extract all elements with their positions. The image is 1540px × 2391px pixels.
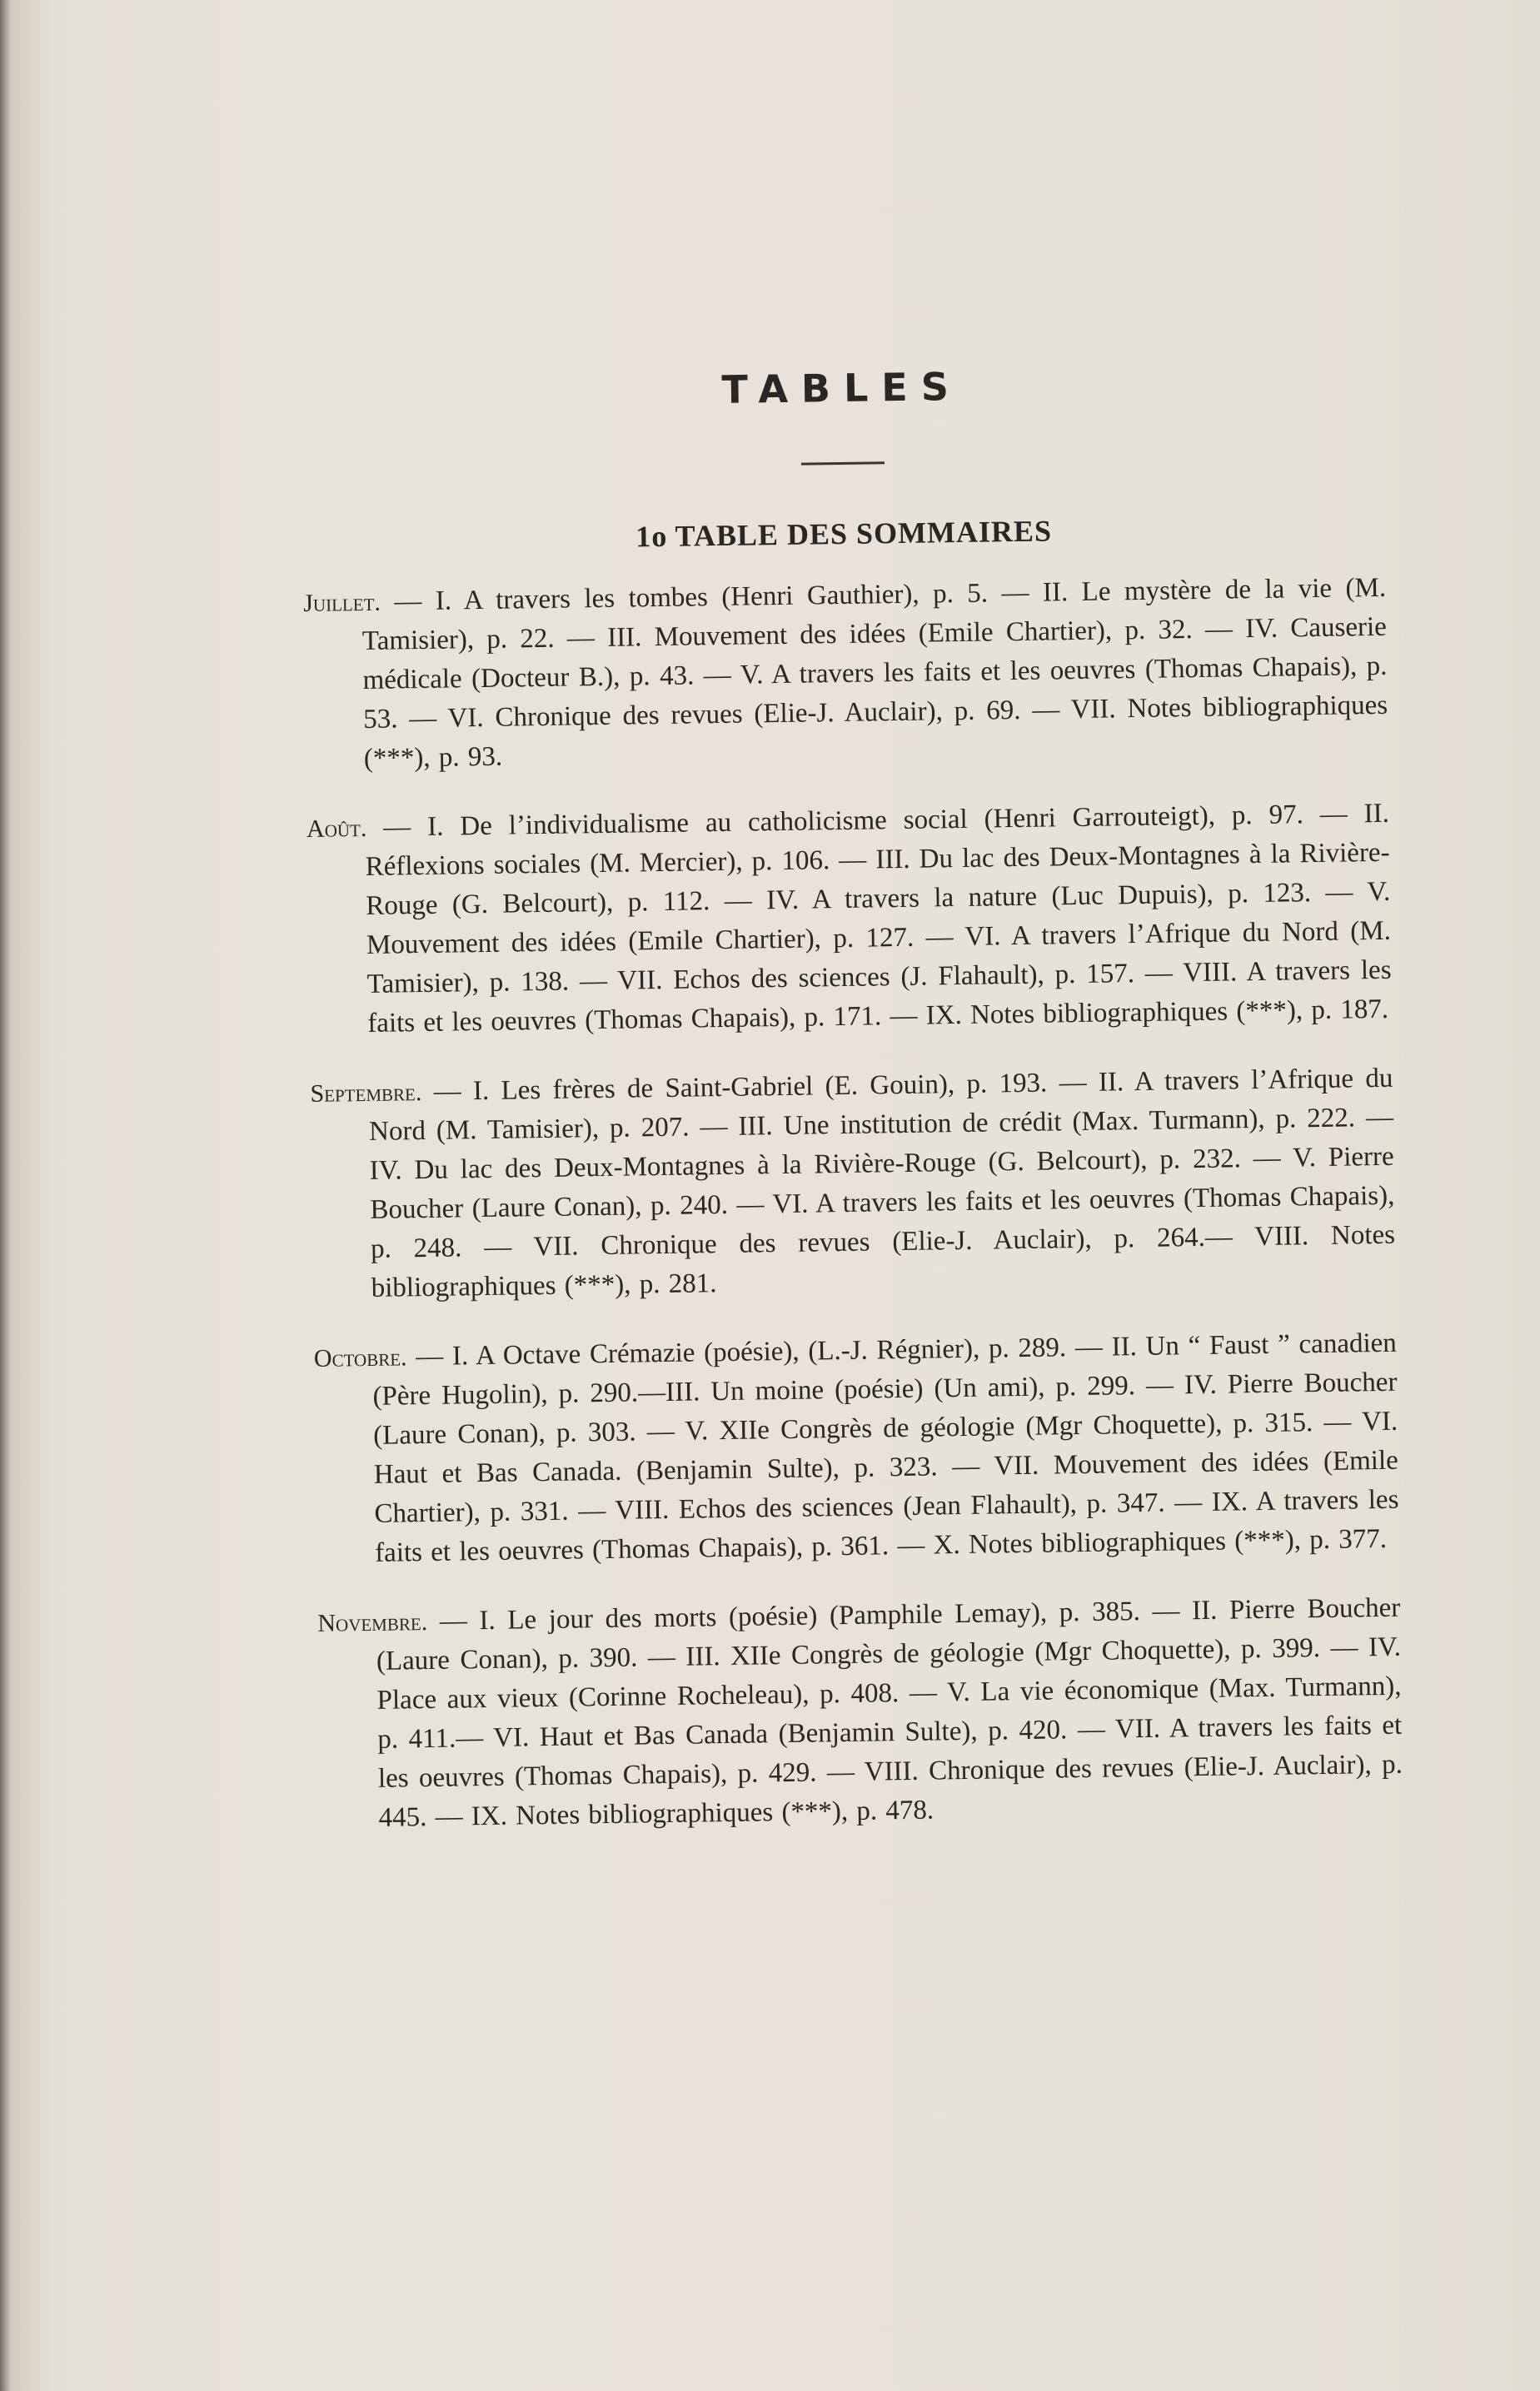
entry-text: — I. A Octave Crémazie (poésie), (L.-J. Régnier), p. 289. — II. Un “ Faust ” canadien (Père Hugolin), p. 290.—III. Un moine (poésie) (Un ami), p. 299. — IV. Pierre Boucher (Laure Conan), p. 303. — V. XIIe Congrès de géologie (Mgr Choquette), p. 315. — VI. Haut et Bas Canada. (Benjamin Sulte), p. 323. — VII. Mouvement des idées (Emile Chartier), p. 331. — VIII. Echos des sciences (Jean Flahault), p. 347. — IX. A travers les faits et les oeuvres (Thomas Chapais), p. 361. — X. Notes bibliographiques (***), p. 377. (372, 1328, 1399, 1568)
entry-text: — I. A travers les tombes (Henri Gauthier), p. 5. — II. Le mystère de la vie (M. Tamisier), p. 22. — III. Mouvement des idées (Emile Chartier), p. 32. — IV. Causerie médicale (Docteur B.), p. 43. — V. A travers les faits et les oeuvres (Thomas Chapais), p. 53. — VI. Chronique des revues (Elie-J. Auclair), p. 69. — VII. Notes bibliographiques (***), p. 93. (361, 572, 1388, 774)
entries-list (303, 569, 1403, 1839)
month-label: Août. (306, 814, 367, 843)
entry-juillet (303, 569, 1388, 780)
page-content (300, 335, 1403, 1866)
entry-text: — I. De l’individualisme au catholicisme social (Henri Garrouteigt), p. 97. — II. Réflexions sociales (M. Mercier), p. 106. — III. Du lac des Deux-Montagnes à la Rivière-Rouge (G. Belcourt), p. 112. — IV. A travers la nature (Luc Dupuis), p. 123. — V. Mouvement des idées (Emile Chartier), p. 127. — VI. A travers l’Afrique du Nord (M. Tamisier), p. 138. — VII. Echos des sciences (J. Flahault), p. 157. — VIII. A travers les faits et les oeuvres (Thomas Chapais), p. 171. — IX. Notes bibliographiques (***), p. 187. (365, 798, 1392, 1039)
month-label: Octobre. (313, 1343, 407, 1372)
section-title: 1o TABLE DES SOMMAIRES (635, 514, 1053, 554)
month-label: Septembre. (310, 1078, 422, 1108)
title-rule (801, 461, 885, 465)
entry-novembre (317, 1589, 1403, 1839)
entry-septembre (310, 1059, 1396, 1309)
month-label: Novembre. (317, 1608, 428, 1637)
page-title: TABLES (721, 363, 963, 412)
entry-aout (307, 795, 1393, 1044)
entry-octobre (314, 1324, 1400, 1574)
entry-text: — I. Les frères de Saint-Gabriel (E. Gouin), p. 193. — II. A travers l’Afrique du Nord (M. Tamisier), p. 207. — III. Une institution de crédit (Max. Turmann), p. 222. — IV. Du lac des Deux-Montagnes à la Rivière-Rouge (G. Belcourt), p. 232. — V. Pierre Boucher (Laure Conan), p. 240. — VI. A travers les faits et les oeuvres (Thomas Chapais), p. 248. — VII. Chronique des revues (Elie-J. Auclair), p. 264.— VIII. Notes bibliographiques (***), p. 281. (368, 1063, 1396, 1303)
binding-edge (0, 0, 10, 2391)
entry-text: — I. Le jour des morts (poésie) (Pamphile Lemay), p. 385. — II. Pierre Boucher (Laure Conan), p. 390. — III. XIIe Congrès de géologie (Mgr Choquette), p. 399. — IV. Place aux vieux (Corinne Rocheleau), p. 408. — V. La vie économique (Max. Turmann), p. 411.— VI. Haut et Bas Canada (Benjamin Sulte), p. 420. — VII. A travers les faits et les oeuvres (Thomas Chapais), p. 429. — VIII. Chronique des revues (Elie-J. Auclair), p. 445. — IX. Notes bibliographiques (***), p. 478. (376, 1592, 1403, 1833)
month-label: Juillet. (303, 588, 381, 617)
